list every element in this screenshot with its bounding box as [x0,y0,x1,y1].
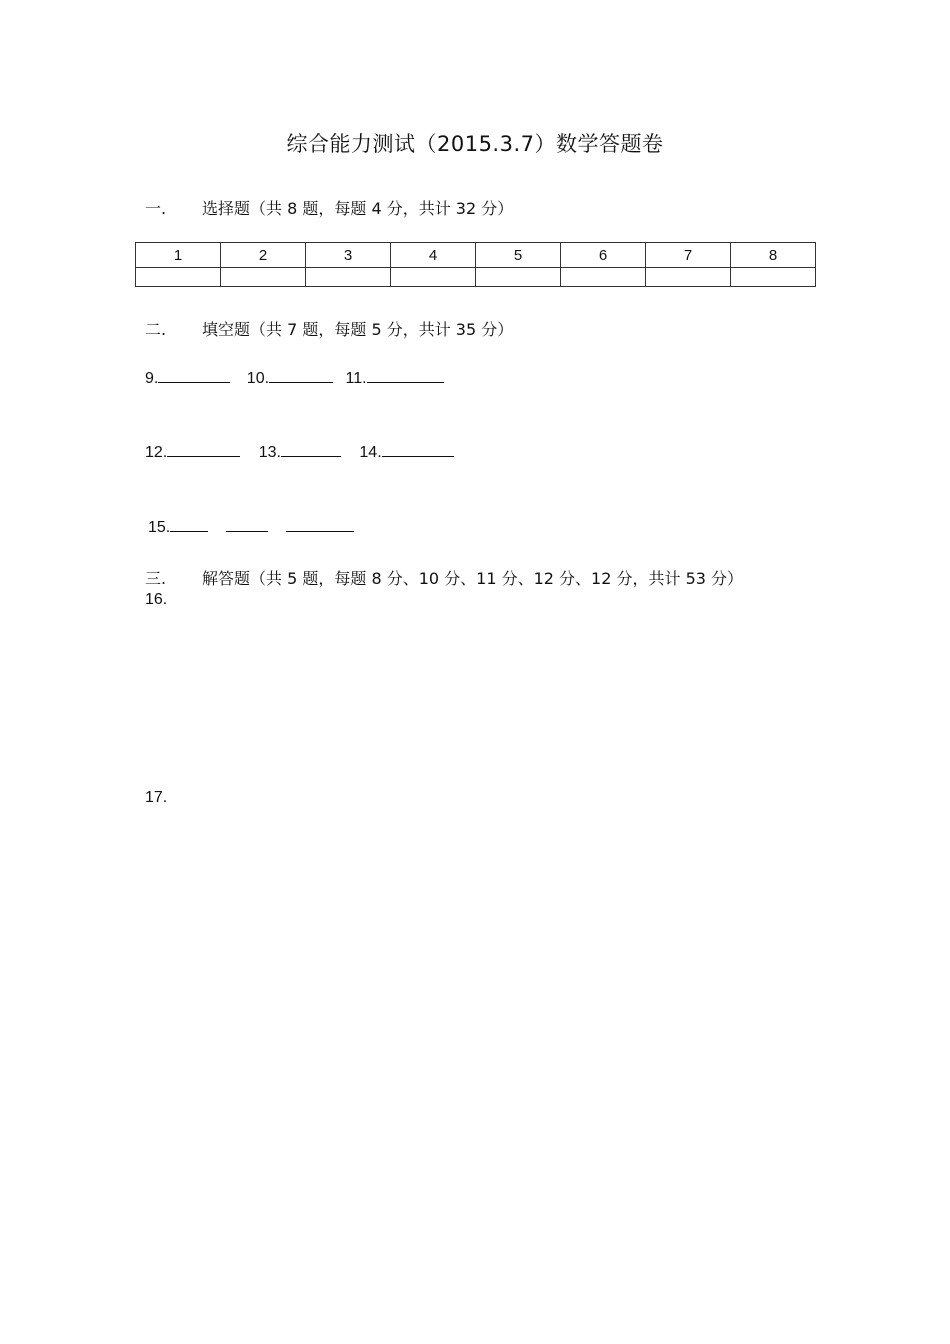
section-3-number: 三. [145,569,167,588]
answer-blank[interactable] [382,441,454,457]
table-header-cell: 2 [221,243,306,268]
table-header-cell: 1 [136,243,221,268]
fill-blank-row-1 [145,367,444,388]
answer-cell[interactable] [476,268,561,287]
section-1-number: 一. [145,199,167,218]
fill-blank-row-2 [145,441,454,462]
answer-cell[interactable] [306,268,391,287]
table-header-cell: 3 [306,243,391,268]
table-header-cell: 4 [391,243,476,268]
answer-cell[interactable] [646,268,731,287]
table-header-cell: 5 [476,243,561,268]
answer-cell[interactable] [391,268,476,287]
section-2-number: 二. [145,320,167,339]
table-header-cell: 8 [731,243,816,268]
answer-blank[interactable] [170,516,208,532]
section-2-text: 填空题（共 7 题，每题 5 分，共计 35 分） [202,320,514,339]
answer-blank[interactable] [226,516,268,532]
section-1-text: 选择题（共 8 题，每题 4 分，共计 32 分） [202,199,514,218]
answer-cell[interactable] [561,268,646,287]
question-14-label: 14. [359,444,382,461]
question-12-label: 12. [145,444,168,461]
answer-blank[interactable] [281,441,341,457]
answer-blank[interactable] [286,516,354,532]
multiple-choice-answer-table [135,242,816,287]
page-title: 综合能力测试（2015.3.7）数学答题卷 [286,132,664,156]
fill-blank-row-3 [148,516,354,537]
answer-blank[interactable] [167,441,240,457]
table-header-cell: 6 [561,243,646,268]
answer-blank[interactable] [158,367,230,383]
answer-blank[interactable] [269,367,333,383]
answer-row [136,268,816,287]
question-17-label: 17. [145,789,168,806]
section-3-text: 解答题（共 5 题，每题 8 分、10 分、11 分、12 分、12 分，共计 53 分） [202,569,744,588]
answer-cell[interactable] [221,268,306,287]
question-10-label: 10. [246,370,270,387]
table-header-cell: 7 [646,243,731,268]
table-header-row [136,243,816,268]
question-9-label: 9. [145,370,159,387]
answer-blank[interactable] [367,367,444,383]
section-1-heading [145,196,513,219]
question-11-label: 11. [345,370,367,387]
question-16-label: 16. [145,591,168,608]
answer-cell[interactable] [136,268,221,287]
question-15-label: 15. [148,519,171,536]
answer-cell[interactable] [731,268,816,287]
section-2-heading [145,317,513,340]
section-3-heading [145,566,743,589]
question-13-label: 13. [258,444,281,461]
